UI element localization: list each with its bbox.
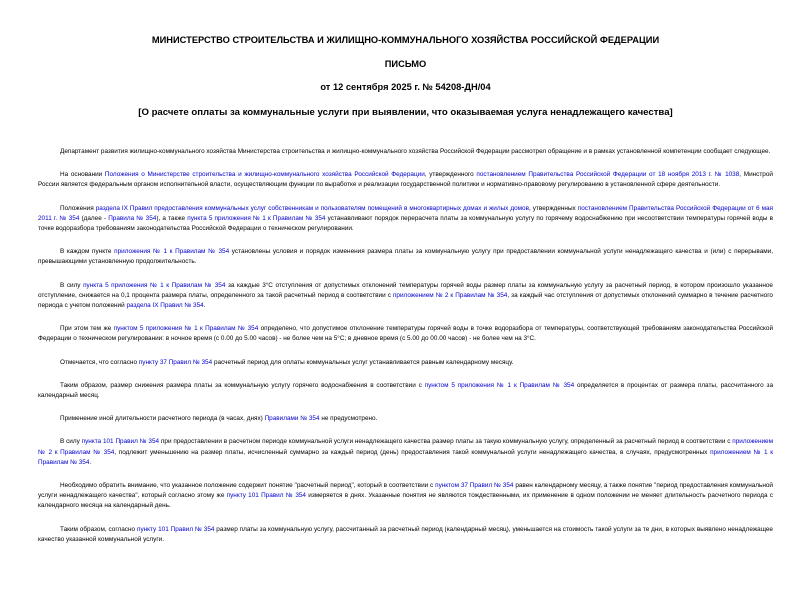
legal-reference-link[interactable]: пунктом 5 приложения № 1 к Правилам № 354 bbox=[424, 381, 575, 389]
legal-reference-link[interactable]: пунктом 37 Правил № 354 bbox=[435, 482, 514, 490]
paragraph bbox=[38, 281, 773, 312]
legal-reference-link[interactable]: пункта 101 Правил № 354 bbox=[81, 438, 160, 446]
legal-reference-link[interactable]: пунктом 5 приложения № 1 к Правилам № 354 bbox=[113, 325, 259, 333]
legal-reference-link[interactable]: пункту 101 Правил № 354 bbox=[226, 492, 306, 500]
paragraph-text: , утвержденных bbox=[529, 204, 578, 212]
document-date-number: от 12 сентября 2025 г. № 54208-ДН/04 bbox=[320, 82, 491, 92]
paragraph-text: Положения bbox=[60, 204, 96, 212]
legal-reference-link[interactable]: раздела IX Правил предоставления коммунальных услуг собственникам и пользователям помещений в многоквартирных домах и жилых домов bbox=[95, 204, 530, 212]
legal-reference-link[interactable]: приложением № 2 к Правилам № 354 bbox=[392, 291, 508, 299]
legal-reference-link[interactable]: постановлением Правительства Российской Федерации от 6 мая 2011 г. № 354 bbox=[38, 204, 773, 222]
paragraph-text: при предоставлении в расчетном периоде коммунальной услуги ненадлежащего качества размер платы за такую коммунальную услугу, определенный за расчетный период в соответствии с bbox=[159, 438, 733, 446]
paragraph-text: В каждом пункте bbox=[60, 248, 115, 256]
paragraph bbox=[38, 437, 773, 468]
paragraph-text: На основании bbox=[60, 171, 105, 179]
paragraph-text: равен календарному месяцу, а также понятие "период предоставления коммунальной услуги ненадлежащего качества", который согласно этому же bbox=[38, 482, 773, 500]
legal-reference-link[interactable]: приложения № 1 к Правилам № 354 bbox=[114, 248, 230, 256]
paragraph-text: . bbox=[89, 458, 92, 466]
paragraph bbox=[38, 525, 773, 545]
paragraph-text: При этом тем же bbox=[60, 325, 114, 333]
paragraph-text: , утвержденного bbox=[424, 171, 477, 179]
legal-reference-link[interactable]: пункта 5 приложения № 1 к Правилам № 354 bbox=[83, 281, 226, 289]
legal-reference-link[interactable]: приложением № 1 к Правилам № 354 bbox=[38, 448, 773, 466]
paragraph-text: Таким образом, согласно bbox=[60, 525, 137, 533]
document-title: [О расчете оплаты за коммунальные услуги при выявлении, что оказываемая услуга ненадлежащего качества] bbox=[138, 107, 673, 118]
paragraph-text: Необходимо обратить внимание, что указанное положение содержит понятие "расчетный период", который в соответствии с bbox=[60, 482, 436, 490]
legal-reference-link[interactable]: приложением № 2 к Правилам № 354 bbox=[38, 438, 774, 456]
legal-reference-link[interactable]: постановлением Правительства Российской Федерации от 18 ноября 2013 г. № 1038 bbox=[476, 171, 740, 179]
paragraph bbox=[38, 170, 773, 190]
document-type: ПИСЬМО bbox=[384, 59, 427, 69]
paragraph-text: В силу bbox=[60, 281, 84, 289]
paragraph-text: В силу bbox=[60, 438, 82, 446]
paragraph-text: размер платы за коммунальную услугу, рассчитанный за расчетный период (календарный месяц), уменьшается на стоимость такой услуги за те дни, в которых выявлено ненадлежащее качество указанной коммунальной услуги. bbox=[38, 525, 773, 543]
paragraph-text: Отмечается, что согласно bbox=[60, 358, 139, 366]
paragraph-text: Департамент развития жилищно-коммунального хозяйства Министерства строительства и жилищно-коммунального хозяйства Российской Федерации рассмотрел обращение и в рамках установленной компетенции сообщает следующее. bbox=[60, 148, 771, 155]
paragraph bbox=[38, 147, 773, 157]
legal-reference-link[interactable]: Правилами № 354 bbox=[264, 415, 320, 423]
paragraph bbox=[38, 358, 773, 368]
paragraph-text: , Минстрой России является федеральным органом исполнительной власти, осуществляющим функции по выработке и реализации государственной политики и нормативно-правовому регулированию в установленной сфере деятельности. bbox=[38, 171, 773, 189]
paragraph-text: (далее - bbox=[79, 214, 109, 222]
paragraph-text: установлены условия и порядок изменения размера платы за коммунальную услугу при предоставлении коммунальной услуги ненадлежащего качества и (или) с перерывами, превышающими установленную продолжительность. bbox=[38, 248, 773, 266]
legal-reference-link[interactable]: пункту 37 Правил № 354 bbox=[138, 358, 213, 366]
legal-reference-link[interactable]: Положения о Министерстве строительства и жилищно-коммунального хозяйства Российской Федерации bbox=[104, 171, 425, 179]
paragraph bbox=[38, 324, 773, 344]
paragraph-text: измеряется в днях. Указанные понятия не являются тождественными, их применение в одном положении не меняет длительность расчетного периода с календарного месяца на календарный день. bbox=[38, 492, 773, 510]
paragraph-text: Таким образом, размер снижения размера платы за коммунальную услугу горячего водоснабжения в соответствии с bbox=[60, 381, 425, 389]
paragraph-text: устанавливают порядок перерасчета платы за коммунальную услугу по горячему водоснабжению при несоответствии температуры горячей воды в точке водоразбора требованиям законодательства Российской Федерации о техническом регулировании. bbox=[38, 214, 773, 233]
paragraph bbox=[38, 414, 773, 424]
paragraph bbox=[38, 381, 773, 401]
document-body bbox=[38, 147, 773, 545]
document-page bbox=[0, 34, 807, 605]
paragraph-text: за каждые 3°C отступления от допустимых отклонений температуры горячей воды размер платы за коммунальную услугу за расчетный период, в котором произошло указанное отступление, снижается на 0,1 процента размера платы, определенного за такой расчетный период в соответствии с bbox=[38, 281, 773, 299]
paragraph bbox=[38, 481, 773, 512]
paragraph-text: определено, что допустимое отклонение температуры горячей воды в точке водоразбора от температуры, соответствующей требованиям законодательства Российской Федерации о техническом регулировании: в ночное время (с 0.00 до 5.00 часов) - не более чем на 5°С; в дневное время (с 5.00 до 00.00 часов) - не более чем на 3°С. bbox=[38, 325, 774, 343]
paragraph-text: не предусмотрено. bbox=[319, 415, 378, 423]
paragraph bbox=[38, 204, 773, 235]
legal-reference-link[interactable]: пункта 5 приложения № 1 к Правилам № 354 bbox=[187, 214, 326, 222]
paragraph-text: , за каждый час отступления от допустимых отклонений суммарно в течение расчетного периода с учетом положений bbox=[38, 291, 773, 310]
paragraph-text: . bbox=[203, 302, 206, 310]
legal-reference-link[interactable]: Правила № 354 bbox=[108, 214, 157, 222]
legal-reference-link[interactable]: раздела IX Правил № 354 bbox=[126, 302, 204, 310]
paragraph-text: , подлежит уменьшению на размер платы, исчисленный суммарно за каждый период (день) предоставления такой коммунальной услуги ненадлежащего качества, в случаях, предусмотренных bbox=[114, 448, 711, 456]
paragraph-text: ), а также bbox=[156, 214, 188, 222]
paragraph-text: Применение иной длительности расчетного периода (в часах, днях) bbox=[60, 415, 265, 423]
paragraph bbox=[38, 247, 773, 267]
paragraph-text: определяется в процентах от размера платы, рассчитанного за календарный месяц. bbox=[38, 381, 773, 400]
legal-reference-link[interactable]: пункту 101 Правил № 354 bbox=[136, 525, 215, 533]
ministry-heading: МИНИСТЕРСТВО СТРОИТЕЛЬСТВА И ЖИЛИЩНО-КОММУНАЛЬНОГО ХОЗЯЙСТВА РОССИЙСКОЙ ФЕДЕРАЦИИ bbox=[151, 35, 660, 45]
paragraph-text: расчетный период для оплаты коммунальных услуг устанавливается равным календарному месяцу. bbox=[212, 358, 514, 366]
